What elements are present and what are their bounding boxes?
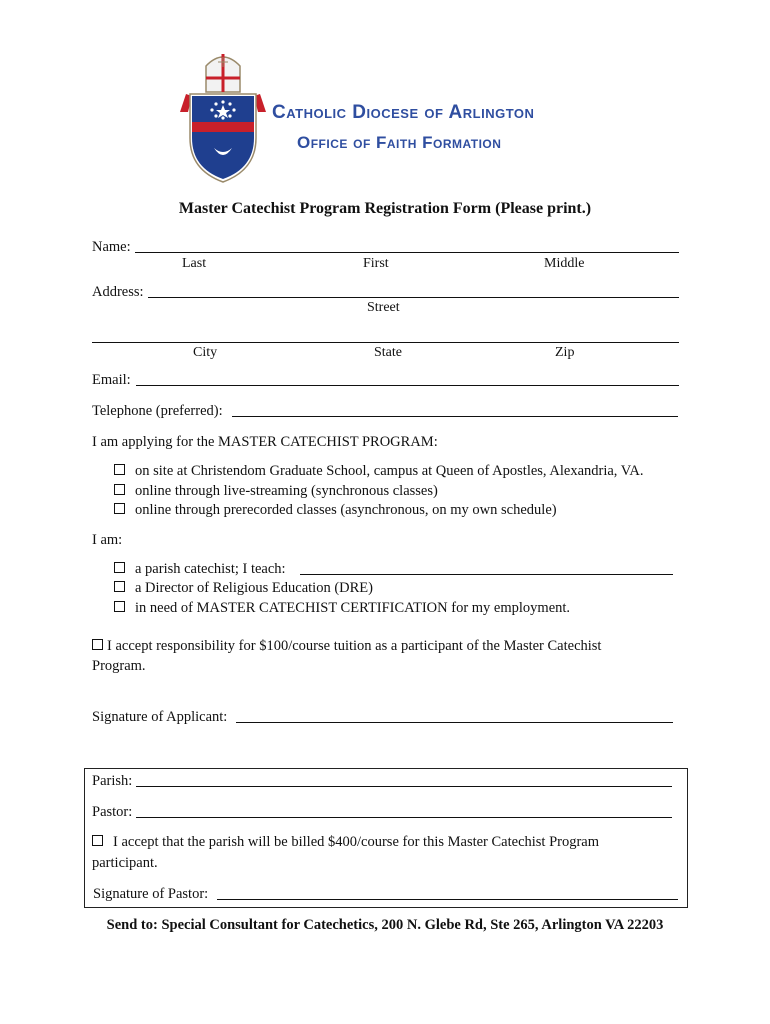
diocese-crest-logo <box>178 52 268 184</box>
role-option-certification-label: in need of MASTER CATECHIST CERTIFICATION for my employment. <box>135 600 571 616</box>
checkbox-accept-tuition[interactable] <box>92 639 103 650</box>
zip-caption: Zip <box>555 345 575 360</box>
signature-applicant-label: Signature of Applicant: <box>92 709 228 725</box>
telephone-label: Telephone (preferred): <box>92 403 223 419</box>
state-caption: State <box>374 345 402 360</box>
name-middle-caption: Middle <box>544 256 585 271</box>
name-field[interactable] <box>135 252 679 253</box>
pastor-field[interactable] <box>136 817 672 818</box>
address-label: Address: <box>92 284 144 300</box>
checkbox-prerecorded[interactable] <box>114 503 125 514</box>
checkbox-dre[interactable] <box>114 581 125 592</box>
address-street-field[interactable] <box>148 297 679 298</box>
accept-billing[interactable] <box>92 834 599 851</box>
program-option-livestream-label: online through live-streaming (synchronous classes) <box>135 483 438 499</box>
email-field[interactable] <box>136 385 679 386</box>
checkbox-certification[interactable] <box>114 601 125 612</box>
checkbox-accept-billing[interactable] <box>92 835 103 846</box>
checkbox-catechist[interactable] <box>114 562 125 573</box>
role-option-dre-label: a Director of Religious Education (DRE) <box>135 580 373 596</box>
accept-tuition-label-cont: Program. <box>92 658 146 674</box>
telephone-field[interactable] <box>232 416 678 417</box>
role-option-certification[interactable] <box>114 600 570 617</box>
program-option-prerecorded[interactable] <box>114 502 557 519</box>
email-label: Email: <box>92 372 131 388</box>
program-option-onsite[interactable] <box>114 463 643 480</box>
iam-label: I am: <box>92 532 123 548</box>
teach-field[interactable] <box>300 574 673 575</box>
address-city-field[interactable] <box>92 342 679 343</box>
send-to-address: Send to: Special Consultant for Catechetics, 200 N. Glebe Rd, Ste 265, Arlington VA 22203 <box>106 917 664 933</box>
city-caption: City <box>193 345 218 360</box>
name-label: Name: <box>92 239 131 255</box>
accept-tuition[interactable] <box>92 638 601 655</box>
form-title: Master Catechist Program Registration Form (Please print.) <box>178 200 592 217</box>
street-caption: Street <box>367 300 400 315</box>
parish-field[interactable] <box>136 786 672 787</box>
signature-pastor-label: Signature of Pastor: <box>93 886 209 902</box>
accept-billing-label-cont: participant. <box>92 855 158 871</box>
signature-pastor-field[interactable] <box>217 899 678 900</box>
role-option-dre[interactable] <box>114 580 373 597</box>
name-last-caption: Last <box>182 256 207 271</box>
signature-applicant-field[interactable] <box>236 722 673 723</box>
role-option-catechist-label: a parish catechist; I teach: <box>135 561 286 577</box>
name-first-caption: First <box>363 256 389 271</box>
pastor-label: Pastor: <box>92 804 133 820</box>
organization-name: Catholic Diocese of Arlington <box>272 102 535 123</box>
parish-label: Parish: <box>92 773 133 789</box>
checkbox-onsite[interactable] <box>114 464 125 475</box>
program-option-prerecorded-label: online through prerecorded classes (asynchronous, on my own schedule) <box>135 502 557 518</box>
applying-label: I am applying for the MASTER CATECHIST PROGRAM: <box>92 434 438 450</box>
role-option-catechist[interactable] <box>114 561 286 578</box>
checkbox-livestream[interactable] <box>114 484 125 495</box>
accept-tuition-label: I accept responsibility for $100/course tuition as a participant of the Master Catechist <box>107 638 602 654</box>
accept-billing-label: I accept that the parish will be billed $400/course for this Master Catechist Program <box>113 834 600 850</box>
program-option-onsite-label: on site at Christendom Graduate School, campus at Queen of Apostles, Alexandria, VA. <box>135 463 644 479</box>
program-option-livestream[interactable] <box>114 483 438 500</box>
office-name: Office of Faith Formation <box>297 133 502 152</box>
